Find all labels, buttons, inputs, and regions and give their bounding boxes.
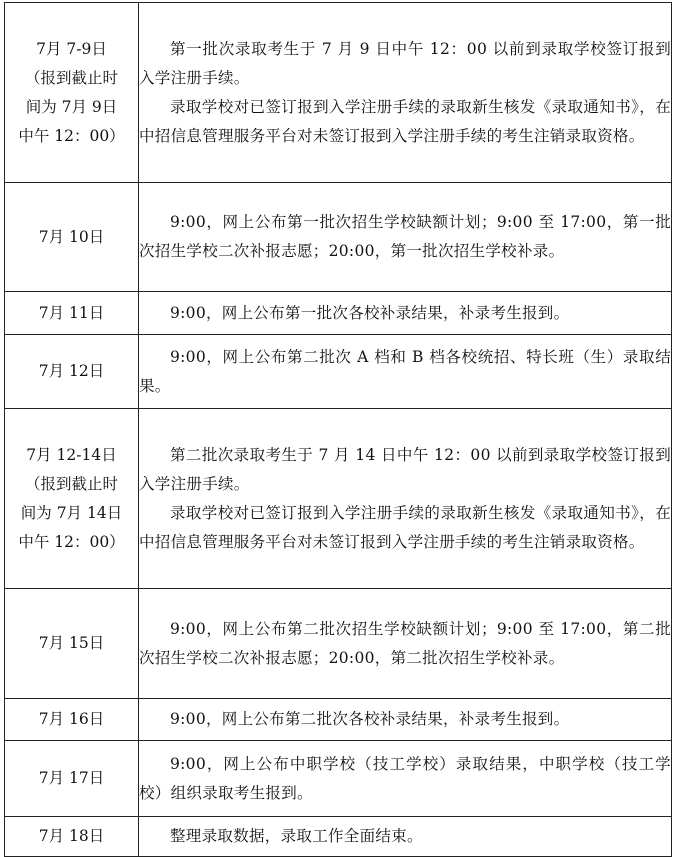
date-cell xyxy=(5,589,139,699)
table-row xyxy=(5,699,672,741)
date-line: 中午 12：00） xyxy=(18,532,125,551)
description-cell xyxy=(139,699,672,741)
description-cell xyxy=(139,3,672,183)
table-row xyxy=(5,741,672,817)
date-line: （报到截止时 xyxy=(24,474,118,493)
description-paragraph: 整理录取数据，录取工作全面结束。 xyxy=(170,827,423,845)
date-cell xyxy=(5,409,139,589)
description-paragraph: 9:00，网上公布中职学校（技工学校）录取结果，中职学校（技工学校）组织录取考生报到。 xyxy=(139,754,671,802)
date-line: 7月 12-14日 xyxy=(26,445,117,464)
description-cell xyxy=(139,335,672,409)
date-line: 7月 7-9日 xyxy=(36,39,107,58)
table-row xyxy=(5,409,672,589)
description-cell xyxy=(139,292,672,335)
date-line: 7月 16日 xyxy=(38,710,105,728)
date-cell xyxy=(5,292,139,335)
description-paragraph: 9:00，网上公布第一批次各校补录结果，补录考生报到。 xyxy=(170,303,570,322)
description-cell xyxy=(139,741,672,817)
table-row xyxy=(5,183,672,292)
date-line: 7月 15日 xyxy=(38,634,105,652)
description-paragraph: 录取学校对已签订报到入学注册手续的录取新生核发《录取通知书》，在中招信息管理服务平台对未签订报到入学注册手续的考生注销录取资格。 xyxy=(139,503,671,551)
date-line: 7月 12日 xyxy=(38,362,105,380)
description-paragraph: 第二批次录取考生于 7 月 14 日中午 12：00 以前到录取学校签订报到入学注册手续。 xyxy=(139,445,671,493)
description-cell xyxy=(139,817,672,857)
description-paragraph: 9:00，网上公布第二批次 A 档和 B 档各校统招、特长班（生）录取结果。 xyxy=(139,347,671,395)
date-line: 7月 11日 xyxy=(38,303,105,322)
date-cell xyxy=(5,335,139,409)
date-line: 中午 12：00） xyxy=(18,126,125,145)
date-line: 间为 7月 14日 xyxy=(20,503,123,522)
description-cell xyxy=(139,589,672,699)
description-paragraph: 录取学校对已签订报到入学注册手续的录取新生核发《录取通知书》，在中招信息管理服务平台对未签订报到入学注册手续的考生注销录取资格。 xyxy=(139,97,671,145)
date-line: 7月 18日 xyxy=(38,827,105,845)
date-cell xyxy=(5,3,139,183)
table-row xyxy=(5,589,672,699)
table-row xyxy=(5,335,672,409)
date-cell xyxy=(5,741,139,817)
date-line: 间为 7月 9日 xyxy=(25,97,118,116)
description-paragraph: 第一批次录取考生于 7 月 9 日中午 12：00 以前到录取学校签订报到入学注册手续。 xyxy=(139,39,671,87)
table-row xyxy=(5,3,672,183)
description-cell xyxy=(139,409,672,589)
date-line: （报到截止时 xyxy=(24,68,118,87)
table-row xyxy=(5,292,672,335)
description-paragraph: 9:00，网上公布第二批次招生学校缺额计划；9:00 至 17:00，第二批次招生学校二次补报志愿；20:00，第二批次招生学校补录。 xyxy=(139,619,671,667)
table-row xyxy=(5,817,672,857)
description-paragraph: 9:00，网上公布第一批次招生学校缺额计划；9:00 至 17:00，第一批次招生学校二次补报志愿；20:00，第一批次招生学校补录。 xyxy=(139,213,671,260)
date-cell xyxy=(5,817,139,857)
date-line: 7月 10日 xyxy=(38,227,105,246)
admission-schedule-table xyxy=(4,2,672,857)
date-cell xyxy=(5,183,139,292)
description-paragraph: 9:00，网上公布第二批次各校补录结果，补录考生报到。 xyxy=(170,710,570,728)
description-cell xyxy=(139,183,672,292)
date-line: 7月 17日 xyxy=(38,769,105,787)
date-cell xyxy=(5,699,139,741)
